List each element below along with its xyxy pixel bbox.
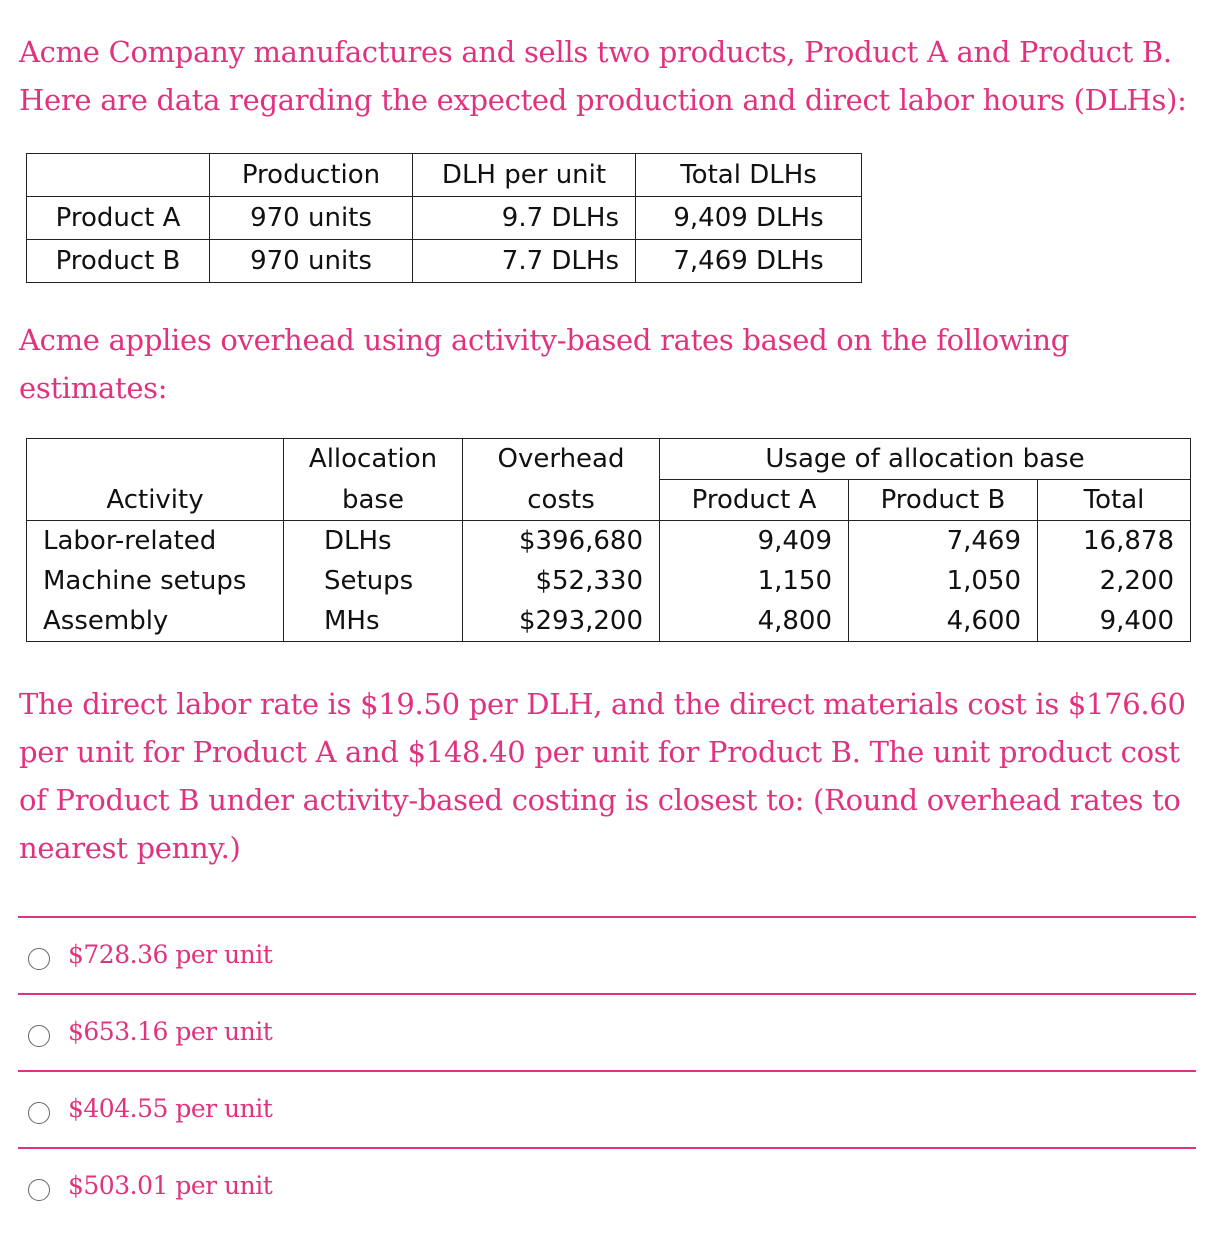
radio-icon[interactable] bbox=[28, 1025, 50, 1047]
table-row bbox=[27, 601, 1191, 642]
table-cell: 2,200 bbox=[1038, 561, 1191, 601]
table-cell: 970 units bbox=[210, 240, 413, 283]
question-tail: The direct labor rate is $19.50 per DLH, and the direct materials cost is $176.60 per unit for Product A and $148.40 per unit for Product B. The unit product cost of Product B under activity-based costing is closest to: (Round overhead rates to nearest penny.) bbox=[19, 687, 1186, 865]
radio-icon[interactable] bbox=[28, 948, 50, 970]
table-cell: 7.7 DLHs bbox=[413, 240, 636, 283]
answer-option-3[interactable] bbox=[18, 1070, 1196, 1147]
header-cell bbox=[27, 439, 284, 480]
answer-option-label[interactable]: $404.55 per unit bbox=[68, 1094, 273, 1123]
table-cell: 9.7 DLHs bbox=[413, 197, 636, 240]
table-header-row bbox=[27, 480, 1191, 521]
answer-option-2[interactable] bbox=[18, 993, 1196, 1070]
table-cell: 4,600 bbox=[849, 601, 1038, 642]
usage-header-cell: Usage of allocation base bbox=[660, 439, 1191, 480]
header-cell: Allocation bbox=[284, 439, 463, 480]
table-header-row bbox=[27, 439, 1191, 480]
table-cell: 7,469 bbox=[849, 521, 1038, 562]
table-row bbox=[27, 561, 1191, 601]
table-cell: Machine setups bbox=[27, 561, 284, 601]
header-cell: costs bbox=[463, 480, 660, 521]
header-cell bbox=[27, 154, 210, 197]
header-cell: Production bbox=[210, 154, 413, 197]
table-row bbox=[27, 240, 862, 283]
table-cell: 9,409 bbox=[660, 521, 849, 562]
header-cell: Product A bbox=[660, 480, 849, 521]
header-cell: Activity bbox=[27, 480, 284, 521]
table-cell: $52,330 bbox=[463, 561, 660, 601]
table-cell: MHs bbox=[284, 601, 463, 642]
answer-option-1[interactable] bbox=[18, 916, 1196, 993]
table-cell: 970 units bbox=[210, 197, 413, 240]
table-cell: Product B bbox=[27, 240, 210, 283]
table-cell: Product A bbox=[27, 197, 210, 240]
question-intro: Acme Company manufactures and sells two products, Product A and Product B. Here are data regarding the expected production and direct labor hours (DLHs): bbox=[19, 35, 1187, 117]
table-cell: Labor-related bbox=[27, 521, 284, 562]
answer-option-4[interactable] bbox=[18, 1147, 1196, 1224]
table-cell: 1,050 bbox=[849, 561, 1038, 601]
question-middle: Acme applies overhead using activity-based rates based on the following estimates: bbox=[19, 323, 1070, 405]
answer-options bbox=[18, 916, 1196, 1224]
header-cell: Total bbox=[1038, 480, 1191, 521]
production-table bbox=[26, 153, 862, 283]
header-cell: Product B bbox=[849, 480, 1038, 521]
table-cell: Setups bbox=[284, 561, 463, 601]
table-cell: 1,150 bbox=[660, 561, 849, 601]
table-cell: 9,400 bbox=[1038, 601, 1191, 642]
answer-option-label[interactable]: $728.36 per unit bbox=[68, 940, 273, 969]
radio-icon[interactable] bbox=[28, 1179, 50, 1201]
table-cell: $396,680 bbox=[463, 521, 660, 562]
table-cell: 9,409 DLHs bbox=[636, 197, 862, 240]
table-row bbox=[27, 521, 1191, 562]
answer-option-label[interactable]: $653.16 per unit bbox=[68, 1017, 273, 1046]
header-cell: Total DLHs bbox=[636, 154, 862, 197]
header-cell: Overhead bbox=[463, 439, 660, 480]
table-row bbox=[27, 197, 862, 240]
table-header-row bbox=[27, 154, 862, 197]
activity-table bbox=[26, 438, 1191, 642]
table-cell: 4,800 bbox=[660, 601, 849, 642]
table-cell: DLHs bbox=[284, 521, 463, 562]
table-cell: Assembly bbox=[27, 601, 284, 642]
table-cell: 16,878 bbox=[1038, 521, 1191, 562]
table-cell: $293,200 bbox=[463, 601, 660, 642]
radio-icon[interactable] bbox=[28, 1102, 50, 1124]
table-cell: 7,469 DLHs bbox=[636, 240, 862, 283]
answer-option-label[interactable]: $503.01 per unit bbox=[68, 1171, 273, 1200]
header-cell: DLH per unit bbox=[413, 154, 636, 197]
header-cell: base bbox=[284, 480, 463, 521]
